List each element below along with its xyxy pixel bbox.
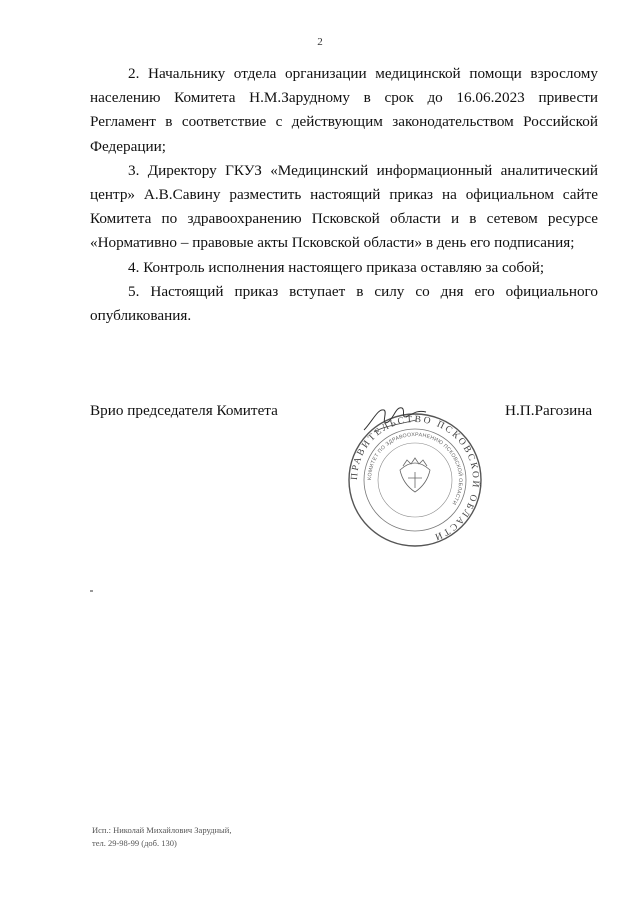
coat-of-arms-icon — [400, 458, 430, 492]
seal-inner-text: КОМИТЕТ ПО ЗДРАВООХРАНЕНИЮ ПСКОВСКОЙ ОБЛАСТИ — [366, 431, 464, 506]
order-body — [90, 62, 598, 328]
executor-name: Исп.: Николай Михайлович Зарудный, — [92, 825, 232, 835]
paragraph-3: 3. Директору ГКУЗ «Медицинский информационный аналитический центр» А.В.Савину разместить настоящий приказ на официальном сайте Комитета по здравоохранению Псковской области и в сетевом ресурсе «Нормативно – правовые акты Псковской области» в день его подписания; — [90, 161, 598, 252]
handwritten-signature — [360, 398, 430, 438]
executor-phone: тел. 29-98-99 (доб. 130) — [92, 838, 177, 848]
page-number: 2 — [317, 36, 323, 48]
paragraph-5: 5. Настоящий приказ вступает в силу со дня его официального опубликования. — [90, 282, 598, 325]
seal-outer-text: ПРАВИТЕЛЬСТВО ПСКОВСКОЙ ОБЛАСТИ — [349, 414, 481, 542]
signer-title: Врио председателя Комитета — [90, 402, 278, 419]
paragraph-2: 2. Начальнику отдела организации медицинской помощи взрослому населению Комитета Н.М.Зарудному в срок до 16.06.2023 привести Регламент в соответствие с действующим законодательством Российской Федерации; — [90, 65, 598, 155]
scan-speck — [90, 590, 93, 592]
signer-name: Н.П.Рагозина — [505, 402, 593, 419]
executor-footer — [92, 824, 231, 850]
paragraph-4: 4. Контроль исполнения настоящего приказа оставляю за собой; — [128, 258, 545, 276]
